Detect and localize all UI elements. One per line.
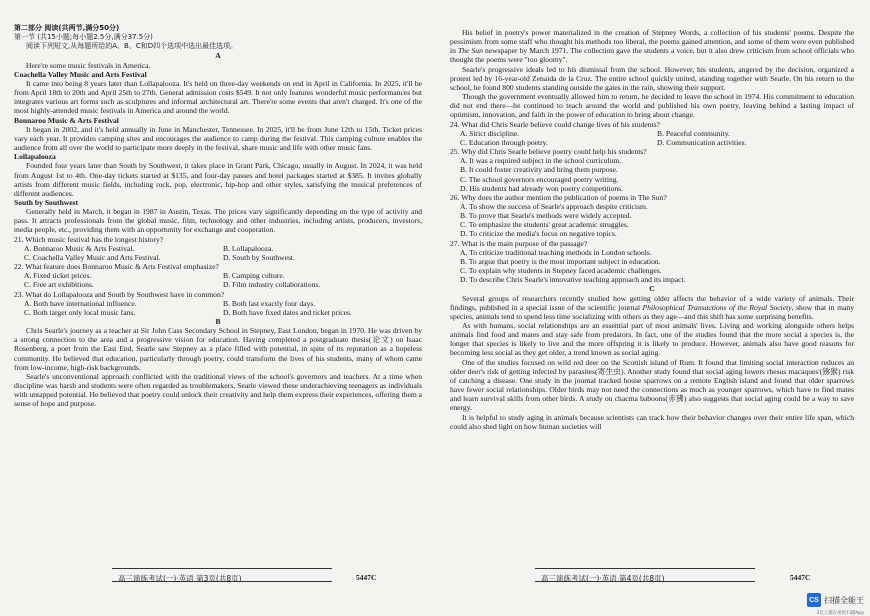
option: C. To explain why students in Stepney faced academic challenges. — [460, 266, 662, 276]
option: B. To argue that poetry is the most important subject in education. — [460, 256, 661, 266]
option: D. Communication activities. — [657, 137, 747, 147]
option: A. To criticize traditional teaching methods in London schools. — [460, 247, 652, 257]
question-22-options — [14, 271, 422, 289]
scanner-app-tagline: 3亿人都在用的扫描App — [816, 611, 864, 616]
question-21: 21. Which music festival has the longest history? — [14, 234, 164, 244]
question-26: 26. Why does the author mention the publication of poems in The Sun? — [450, 192, 667, 202]
option: D. Both have fixed dates and ticket prices. — [223, 307, 352, 317]
question-22: 22. What feature does Bonnaroo Music & Arts Festival emphasize? — [14, 262, 219, 272]
option: D. To describe Chris Searle's innovative teaching approach and its impact. — [460, 275, 686, 285]
option: C. To emphasize the students' great academic struggles. — [460, 220, 629, 230]
option: A. Both have international influence. — [24, 298, 137, 308]
left-page — [14, 24, 422, 528]
option: B. To prove that Searle's methods were widely accepted. — [460, 211, 632, 221]
section-heading: 第一节 (共15小题;每小题2.5分,满分37.5分) — [14, 33, 153, 42]
scanner-app-name: 扫描全能王 — [824, 595, 864, 605]
question-25-options — [450, 156, 854, 193]
option: C. Coachella Valley Music and Arts Festival. — [24, 252, 161, 262]
instruction: 阅读下列短文,从每题所给的A、B、C和D四个选项中选出最佳选项。 — [26, 42, 238, 51]
question-24-options — [450, 129, 854, 147]
festival-text: It began in 2002, and it's held annually in June in Manchester, Tennessee. In 2025, it'll be from June 12th to 15th. Ticket prices vary each year. It provides camping sites and encourages the audience to camp during the festival. This camping culture enables the audience from all over the world to participate more deeply in the festival, share music and life with other music fans. — [14, 124, 422, 153]
passage-a-intro: Here're some music festivals in America. — [26, 60, 151, 70]
question-23: 23. What do Lollapalooza and South by Southwest have in common? — [14, 289, 225, 299]
passage-b-paragraph: Searle's progressive ideals led to his dismissal from the school. However, his students, angered by the decision, organized a protest led by 16-year-old Zenaida de la Cruz. The entire school quickly united, standing together with Searle. On his return to the school, he found 800 students standing outside the gates in the rain, showing their support. — [450, 64, 854, 92]
passage-c-label: C — [649, 284, 655, 294]
festival-text: Founded four years later than South by Southwest, it takes place in Grant Park, Chicago, usually in August. In 2024, it was held from August 1st to 4th. One-day tickets started at $135, and four-day passes and hotel packages started at $385. It invites globally artists from different music fields, including rock, pop, electronic, hip-hop and other styles, satisfying the musical preferences of different audiences. — [14, 161, 422, 198]
question-23-options — [14, 299, 422, 317]
passage-c-paragraph: As with humans, social relationships are an essential part of most animals' lives. Living and working alongside others helps animals find food and mates and stay safe from predators. In fact, one of the studies found that the more social a species is, the longer that species is likely to live and the more offspring it is likely to produce. However, animals also have good reasons for becoming less social as they get older, a trend known as social aging. — [450, 321, 854, 358]
passage-b-label: B — [215, 317, 221, 326]
right-page — [450, 28, 854, 588]
option: B. Peaceful community. — [657, 128, 730, 138]
left-page-code: 5447C — [356, 573, 377, 582]
passage-c-paragraph: Several groups of researchers recently studied how getting older affects the behavior of a wide variety of animals. Their findings, published in a special issue of the scientific journal Philosophical Transactions of the Royal Society, show that in many species, animals tend to spend less time socializing with others as they age—and this shift has some surprising benefits. — [450, 293, 854, 321]
passage-b-paragraph: Though the government eventually allowed him to return, he decided to leave the school in 1974. His commitment to education did not end there—he continued to teach around the world and published his own poetry, leaving behind a lasting impact of optimism, innovation, and faith in the power of education to bring about change. — [450, 92, 854, 120]
question-25: 25. Why did Chris Searle believe poetry could help his students? — [450, 147, 647, 157]
camscanner-logo-icon: CS — [807, 593, 821, 607]
festival-name: Bonnaroo Music & Arts Festival — [14, 115, 119, 125]
question-21-options — [14, 244, 422, 262]
scanner-watermark — [807, 593, 864, 607]
option: D. To criticize the media's focus on negative topics. — [460, 229, 617, 239]
part-heading: 第二部分 阅读(共两节,满分50分) — [14, 24, 120, 32]
festival-name: Lollapalooza — [14, 152, 56, 162]
option: C. Education through poetry. — [460, 137, 548, 147]
left-page-footer: 高三演练考试(一)·英语 第3页(共8页) — [118, 574, 242, 583]
option: C. Both target only local music fans. — [24, 307, 136, 317]
option: C. Free art exhibitions. — [24, 280, 94, 290]
festival-text: Generally held in March, it began in 1987 in Austin, Texas. The prices vary significantly depending on the type of activity and pass. It attracts professionals from the global music, film, technology and other industries, including artists, producers, investors, media people, etc., providing them with an opportunity for exchange and cooperation. — [14, 207, 422, 235]
passage-c-paragraph: One of the studies focused on wild red deer on the Scottish island of Rum. It found that limiting social interaction reduces an older deer's risk of getting infected by parasites(寄生虫). Another study found that social aging lowers rhesus macaques'(猕猴) risk of catching a disease. One study in the journal tracked house sparrows on a remote English island and found that older sparrows have fewer social relationships. Older birds may not need the connections as much as younger sparrows, which have to find mates and learn survival skills from other birds. A study on chacma baboons(赤狒) also suggests that social aging could be a way to save energy. — [450, 357, 854, 413]
option: B. It could foster creativity and bring them purpose. — [460, 165, 618, 175]
festival-text: It came into being 8 years later than Lollapalooza. It's held on three-day weekends on end in April in California. In 2025, it'll be from April 18th to 20th and April 25th to 27th. General admission costs $549. It not only features wonderful music performances but integrates various art forms such as sculptures and informal architectural art. There're some events that aren't charged. It's one of the most highly-attended music festivals in America and around the world. — [14, 78, 422, 116]
option: B. Lollapalooza. — [223, 243, 274, 253]
passage-b-paragraph: His belief in poetry's power materialized in the creation of Stepney Words, a collection of his students' poems. Despite the pessimism from some staff who thought his methods too liberal, the poems gained attention, and some of them were even published in The Sun newspaper by March 1971. The collection gave the students a voice, but it also drew criticism from school officials who thought the poems were "too gloomy". — [450, 28, 854, 65]
passage-a-label: A — [215, 51, 221, 61]
festival-name: Coachella Valley Music and Arts Festival — [14, 69, 147, 79]
right-page-footer: 高三演练考试(一)·英语 第4页(共8页) — [541, 574, 665, 583]
option: A. Bonnaroo Music & Arts Festival. — [24, 243, 135, 253]
passage-c-paragraph: It is helpful to study aging in animals because scientists can track how their behavior changes over their entire life span, which could also shed light on how human societies will — [450, 412, 854, 431]
option: A. Strict discipline. — [460, 128, 520, 138]
option: B. Camping culture. — [223, 271, 285, 281]
option: D. South by Southwest. — [223, 252, 295, 262]
option: A. To show the success of Searle's approach despite criticism. — [460, 201, 648, 211]
option: D. Film industry collaborations. — [223, 280, 321, 290]
right-page-code: 5447C — [790, 573, 811, 582]
passage-b-paragraph: Chris Searle's journey as a teacher at Sir John Cass Secondary School in Stepney, East London, began in 1970. He was driven by a strong connection to the area and a progressive vision for education. Having completed a postgraduate thesis(论文) on Isaac Rosenberg, a poet from the East End, Searle saw Stepney as a place filled with potential, in spite of its reputation as a hopeless community. He believed that education, particularly through poetry, could transform the lives of his students, many of whom came from low-income, high-risk backgrounds. — [14, 326, 422, 372]
option: B. Both last exactly four days. — [223, 298, 316, 308]
option: C. The school governors encouraged poetry writing. — [460, 174, 619, 184]
option: A. It was a required subject in the school curriculum. — [460, 156, 622, 166]
passage-b-paragraph: Searle's unconventional approach conflicted with the traditional views of the school's governors and teachers. At a time when discipline was harsh and students were often regarded as troublemakers, Searle viewed these underachieving teenagers as individuals with untapped potential. He believed that poetry could unlock their creativity and help them express their experiences, offering them a sense of hope and purpose. — [14, 371, 422, 409]
option: A. Fixed ticket prices. — [24, 271, 92, 281]
question-24: 24. What did Chris Searle believe could change lives of his students? — [450, 119, 660, 129]
festival-name: South by Southwest — [14, 197, 79, 207]
question-27: 27. What is the main purpose of the passage? — [450, 238, 588, 248]
question-26-options — [450, 202, 854, 239]
option: D. His students had already won poetry competitions. — [460, 183, 624, 193]
question-27-options — [450, 248, 854, 285]
